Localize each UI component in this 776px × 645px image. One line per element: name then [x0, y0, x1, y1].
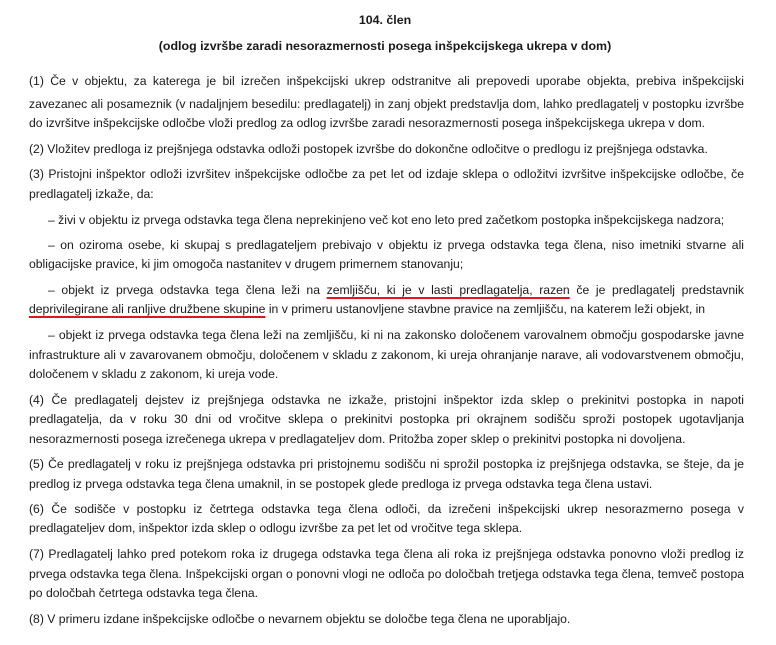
bullet-item-1: – živi v objektu iz prvega odstavka tega člena neprekinjeno več kot eno leto pred začetkom postopka inšpekcijskega nadzora; — [48, 213, 725, 227]
article-subtitle: (odlog izvršbe zaradi nesorazmernosti posega inšpekcijskega ukrepa v dom) — [158, 39, 612, 53]
red-underlined-text: deprivilegirane ali ranljive družbene skupine — [29, 302, 266, 316]
bullet-item-2: – on oziroma osebe, ki skupaj s predlagateljem prebivajo v objektu iz prvega odstavka tega člena, niso imetniki stvarne ali — [48, 238, 744, 252]
paragraph-4-line: nesorazmernosti posega izrečenega ukrepa v predlagateljev dom. Pritožba zoper sklep o prekinitvi postopka ni dovoljena. — [29, 432, 686, 446]
article-number: 104. člen — [358, 13, 412, 27]
paragraph-7-line: prvega odstavka tega člena. Inšpekcijski organ o ponovni vlogi ne odloča po določbah tretjega odstavka tega člena, temveč postopa — [29, 567, 744, 581]
paragraph-4-line: predlagatelja, da v roku 30 dni od vročitve sklepa o prekinitvi postopka pri okrajnem sodišču sproži postopek ugotavljanja — [29, 412, 744, 426]
paragraph-7-line: po določbah četrtega odstavka tega člena. — [29, 586, 259, 600]
paragraph-7-line: (7) Predlagatelj lahko pred potekom roka iz drugega odstavka tega člena ali roka iz prejšnjega odstavka ponovno vloži predlog iz — [29, 547, 744, 561]
paragraph-6-line: (6) Če sodišče v postopku iz četrtega odstavka tega člena odloči, da izrečeni inšpekcijski ukrep nesorazmerno posega v — [29, 502, 744, 516]
paragraph-5-line: predlog iz prvega odstavka tega člena umaknil, in se postopek glede predloga iz prvega odstavka tega člena ustavi. — [29, 477, 653, 491]
paragraph-1-line: do izvršitve inšpekcijske odločbe vloži predlog za odlog izvršbe zaradi nesorazmernosti posega inšpekcijskega ukrepa v dom. — [29, 116, 706, 130]
paragraph-1-line: zavezanec ali posameznik (v nadaljnjem besedilu: predlagatelj) in zanj objekt predstavlja dom, lahko predlagatelj v postopku izvršbe — [29, 97, 744, 111]
paragraph-3-line: (3) Pristojni inšpektor odloži izvršitev inšpekcijske odločbe za pet let od izdaje sklepa o odložitvi izvršitve inšpekcijske odločbe, če — [29, 167, 744, 181]
paragraph-3-line: predlagatelj izkaže, da: — [29, 187, 154, 201]
bullet-item-4: infrastrukture ali v zavarovanem območju, določenem v skladu z zakonom, ki ureja ohranjanje narave, ali vodovarstvenem območju, — [29, 348, 744, 362]
red-underlined-text: zemljišču, ki je v lasti predlagatelja, razen — [326, 283, 570, 297]
paragraph-5-line: (5) Če predlagatelj v roku iz prejšnjega odstavka pri pristojnemu sodišču ni sprožil postopka iz prejšnjega odstavka, se šteje, da je — [29, 457, 744, 471]
paragraph-2-line: (2) Vložitev predloga iz prejšnjega odstavka odloži postopek izvršbe do dokončne odločitve o predlogu iz prejšnjega odstavka. — [29, 142, 708, 156]
bullet-item-4: – objekt iz prvega odstavka tega člena leži na zemljišču, ki ni na zakonsko določenem varovalnem območju gospodarske javne — [48, 328, 744, 342]
bullet-item-3: – objekt iz prvega odstavka tega člena leži na zemljišču, ki je v lasti predlagatelja, razen če je predlagatelj predstavnik — [48, 283, 744, 297]
bullet-item-2: obligacijske pravice, ki jim omogoča nastanitev v drugem primernem stanovanju; — [29, 257, 464, 271]
paragraph-6-line: predlagateljev dom, inšpektor izda sklep o odlogu izvršbe za pet let od vročitve tega sklepa. — [29, 521, 523, 535]
paragraph-8-line: (8) V primeru izdane inšpekcijske odločbe o nevarnem objektu se določbe tega člena ne uporabljajo. — [29, 612, 571, 626]
bullet-item-4: določenem v skladu z zakonom, ki ureja vode. — [29, 367, 279, 381]
bullet-item-3: deprivilegirane ali ranljive družbene skupine in v primeru ustanovljene stavbne pravice na zemljišču, na katerem leži objekt, in — [29, 302, 706, 316]
paragraph-4-line: (4) Če predlagatelj dejstev iz prejšnjega odstavka ne izkaže, pristojni inšpektor izda sklep o prekinitvi postopka in napoti — [29, 393, 744, 407]
paragraph-1-line: (1) Če v objektu, za katerega je bil izrečen inšpekcijski ukrep odstranitve ali prepovedi uporabe objekta, prebiva inšpekcijski — [29, 74, 744, 88]
